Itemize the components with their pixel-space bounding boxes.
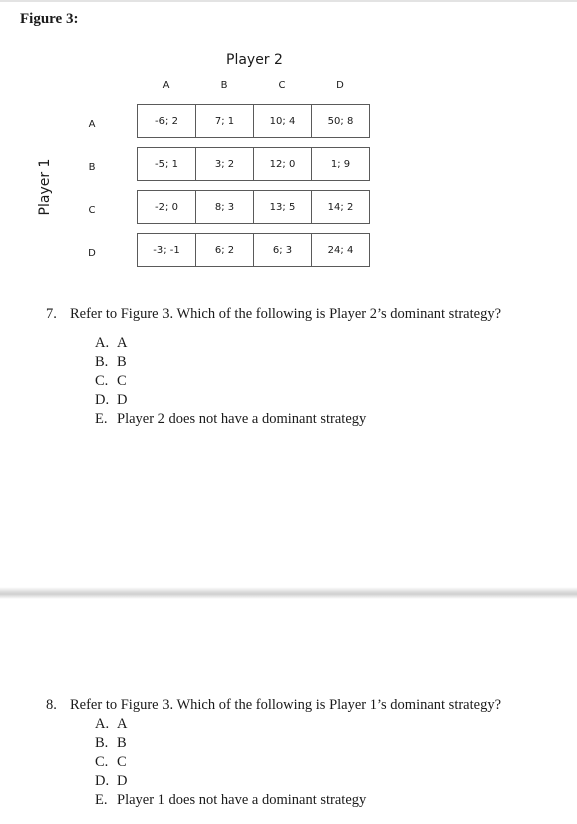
payoff-cell: 8; 3 xyxy=(196,191,254,224)
option-e[interactable] xyxy=(95,411,366,428)
question-text: Refer to Figure 3. Which of the following is Player 1’s dominant strategy? xyxy=(70,697,502,713)
matrix-row xyxy=(138,234,370,267)
column-player-label: Player 2 xyxy=(226,52,283,68)
option-text: B xyxy=(117,735,127,751)
payoff-cell: 14; 2 xyxy=(312,191,370,224)
payoff-cell: 12; 0 xyxy=(254,148,312,181)
option-letter: A. xyxy=(95,716,110,732)
option-a[interactable] xyxy=(95,716,127,733)
option-c[interactable] xyxy=(95,373,127,390)
option-b[interactable] xyxy=(95,735,127,752)
matrix-row xyxy=(138,138,370,148)
option-c[interactable] xyxy=(95,754,127,771)
option-letter: C. xyxy=(95,373,109,389)
option-text: C xyxy=(117,754,127,770)
option-b[interactable] xyxy=(95,354,127,371)
column-label-a: A xyxy=(162,80,170,91)
option-text: B xyxy=(117,354,127,370)
option-d[interactable] xyxy=(95,392,127,409)
option-text: Player 1 does not have a dominant strategy xyxy=(117,792,367,808)
payoff-cell: 24; 4 xyxy=(312,234,370,267)
option-letter: C. xyxy=(95,754,109,770)
row-label-b: B xyxy=(88,162,96,173)
option-letter: A. xyxy=(95,335,110,351)
option-text: D xyxy=(117,392,128,408)
option-d[interactable] xyxy=(95,773,127,790)
payoff-cell: 1; 9 xyxy=(312,148,370,181)
payoff-cell: 50; 8 xyxy=(312,105,370,138)
question-7 xyxy=(46,305,571,325)
payoff-cell: -3; -1 xyxy=(138,234,196,267)
payoff-cell: 13; 5 xyxy=(254,191,312,224)
row-label-a: A xyxy=(88,119,96,130)
payoff-matrix xyxy=(137,104,370,267)
matrix-row xyxy=(138,148,370,181)
option-text: A xyxy=(117,335,128,351)
matrix-row xyxy=(138,105,370,138)
payoff-cell: -6; 2 xyxy=(138,105,196,138)
payoff-cell: 10; 4 xyxy=(254,105,312,138)
option-text: D xyxy=(117,773,128,789)
payoff-cell: -2; 0 xyxy=(138,191,196,224)
question-number: 8. xyxy=(46,697,57,713)
option-text: C xyxy=(117,373,127,389)
payoff-cell: 7; 1 xyxy=(196,105,254,138)
matrix-row xyxy=(138,224,370,234)
option-letter: B. xyxy=(95,354,109,370)
option-letter: E. xyxy=(95,411,108,427)
row-player-label: Player 1 xyxy=(37,158,53,216)
column-label-d: D xyxy=(336,80,344,91)
top-border xyxy=(0,0,577,2)
column-label-c: C xyxy=(278,80,286,91)
page-break-divider xyxy=(0,587,577,599)
option-letter: D. xyxy=(95,773,110,789)
payoff-cell: -5; 1 xyxy=(138,148,196,181)
option-text: Player 2 does not have a dominant strategy xyxy=(117,411,367,427)
matrix-row xyxy=(138,191,370,224)
row-label-d: D xyxy=(88,248,96,259)
option-e[interactable] xyxy=(95,792,366,809)
row-label-c: C xyxy=(88,205,96,216)
figure-title: Figure 3: xyxy=(20,11,79,27)
question-number: 7. xyxy=(46,306,57,322)
option-a[interactable] xyxy=(95,335,127,352)
option-letter: B. xyxy=(95,735,109,751)
option-text: A xyxy=(117,716,128,732)
option-letter: D. xyxy=(95,392,110,408)
matrix-row xyxy=(138,181,370,191)
payoff-cell: 6; 2 xyxy=(196,234,254,267)
question-8 xyxy=(46,696,571,716)
question-text: Refer to Figure 3. Which of the following is Player 2’s dominant strategy? xyxy=(70,306,502,322)
payoff-cell: 6; 3 xyxy=(254,234,312,267)
option-letter: E. xyxy=(95,792,108,808)
payoff-cell: 3; 2 xyxy=(196,148,254,181)
column-label-b: B xyxy=(220,80,228,91)
